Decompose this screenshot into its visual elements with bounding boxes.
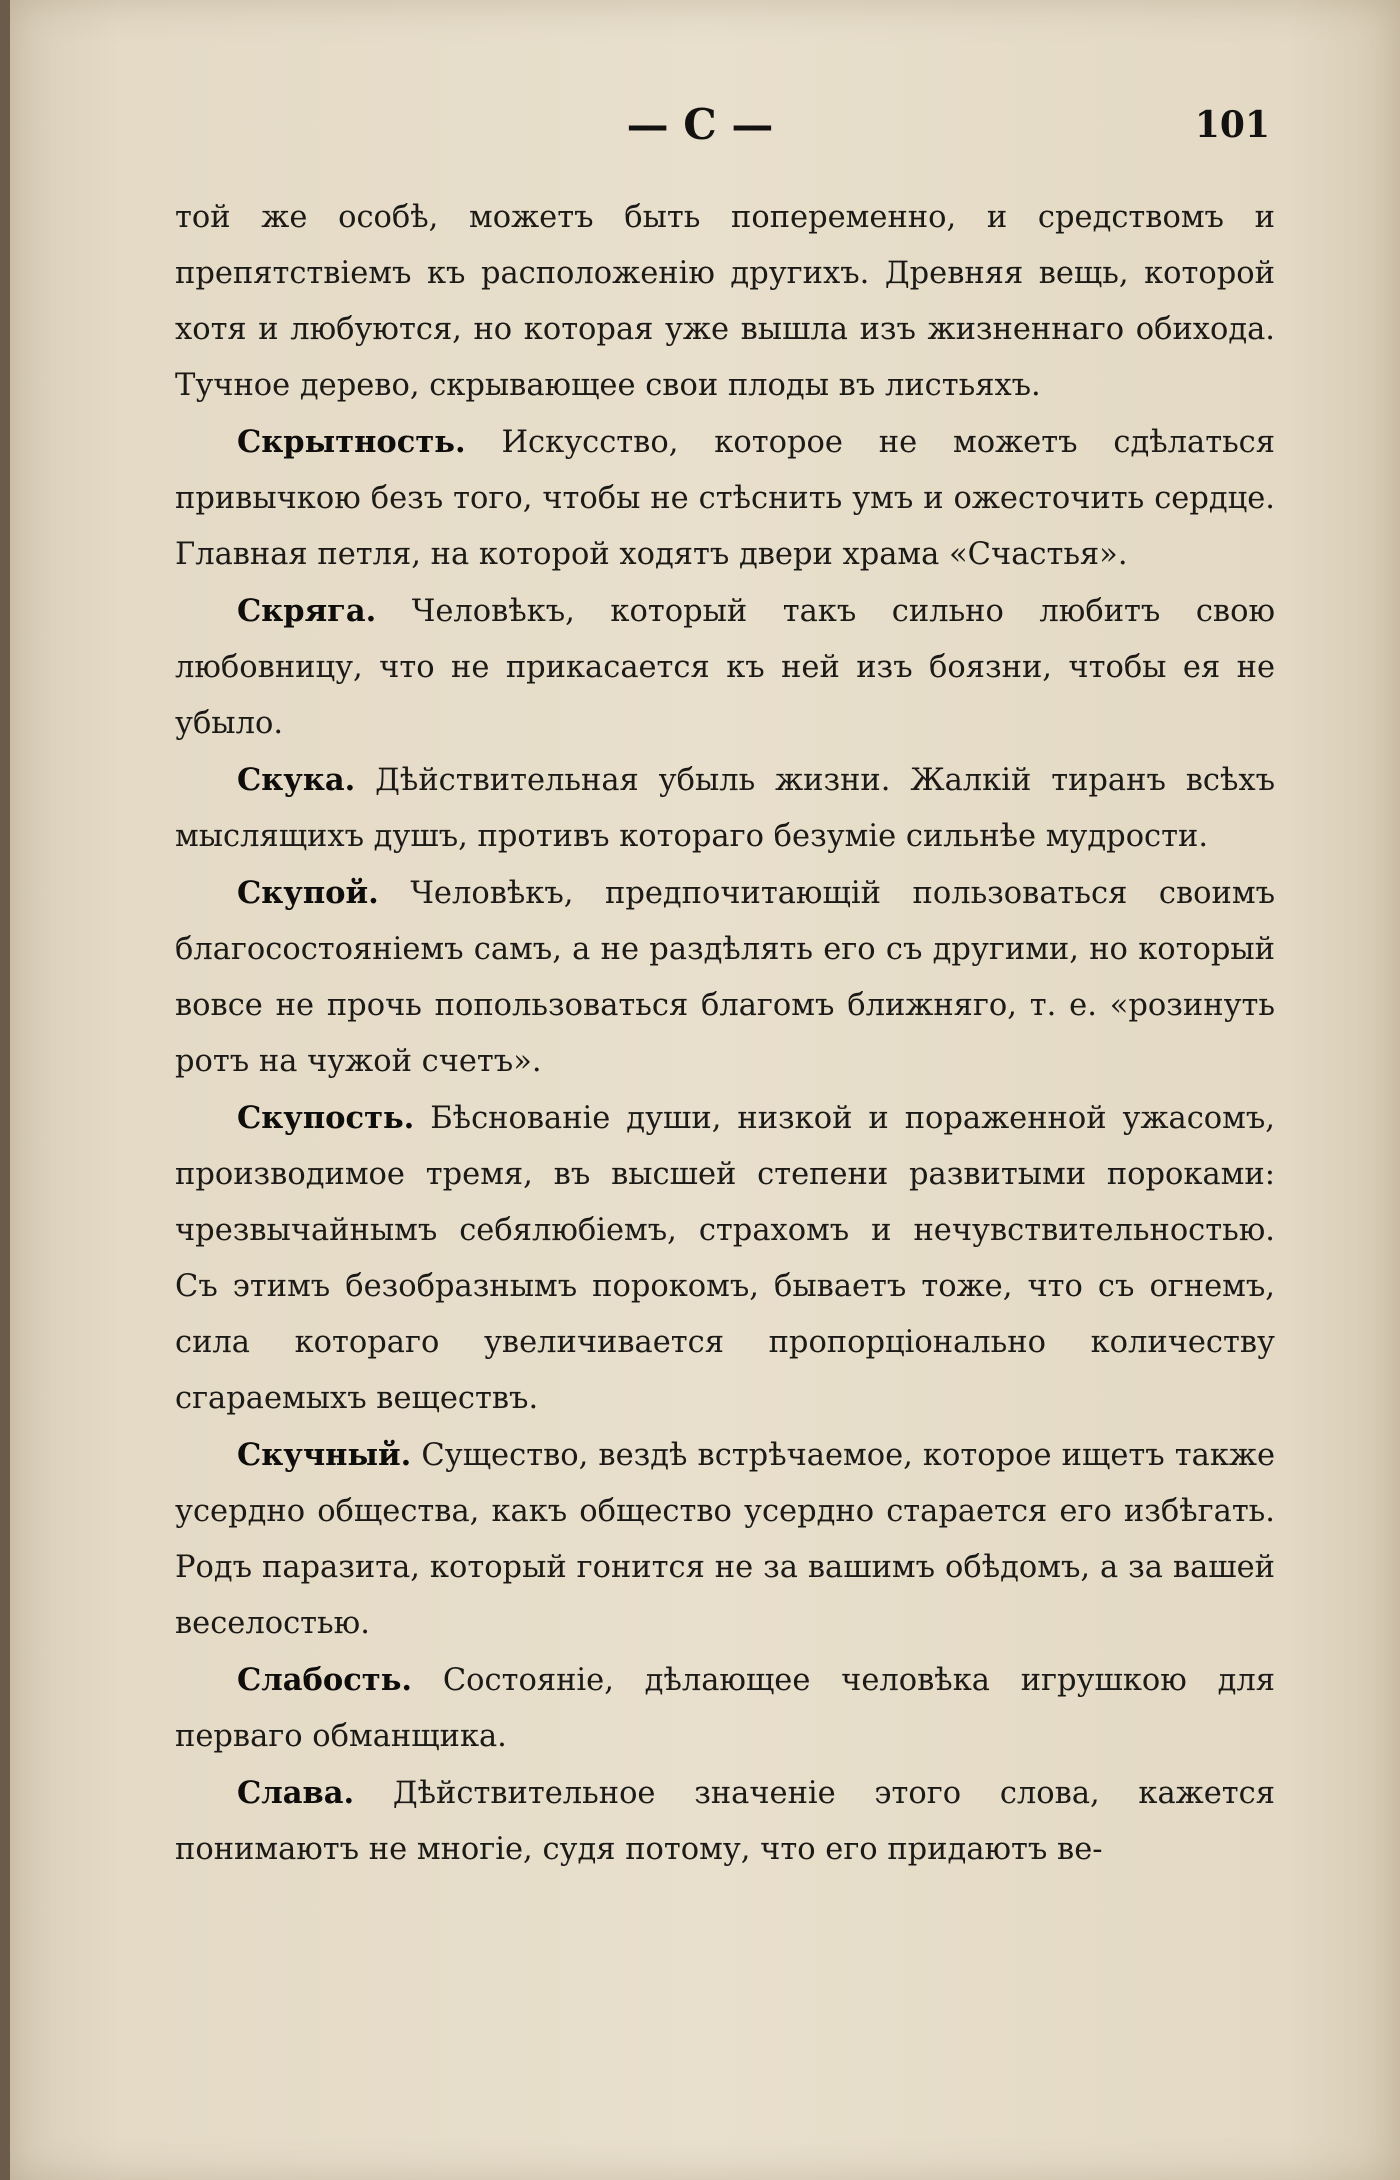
entry-skuka bbox=[175, 752, 1275, 865]
continuation-paragraph: той же особѣ, можетъ быть попеременно, и средствомъ и препятствіемъ къ расположенію другихъ. Древняя вещь, которой хотя и любуются, но которая уже вышла изъ жизненнаго обихода. Тучное дерево, скрывающее свои плоды въ листьяхъ. bbox=[175, 200, 1275, 403]
entry-skupost bbox=[175, 1090, 1275, 1427]
entry-term: Скрытность. bbox=[237, 424, 466, 460]
entry-term: Скучный. bbox=[237, 1437, 412, 1473]
entry-slava bbox=[175, 1765, 1275, 1878]
entry-term: Скупость. bbox=[237, 1100, 415, 1136]
entry-skrytnost bbox=[175, 414, 1275, 583]
entry-definition: Существо, вездѣ встрѣчаемое, которое ищетъ также усердно общества, какъ общество усердно старается его избѣгать. Родъ паразита, который гонится не за вашимъ обѣдомъ, а за вашей веселостью. bbox=[175, 1438, 1276, 1641]
entry-skuchny bbox=[175, 1427, 1275, 1652]
page-body bbox=[175, 190, 1275, 1878]
entry-definition: Бѣснованіе души, низкой и пораженной ужасомъ, производимое тремя, въ высшей степени развитыми пороками: чрезвычайнымъ себялюбіемъ, страхомъ и нечувствительностью. Съ этимъ безобразнымъ порокомъ, бываетъ тоже, что съ огнемъ, сила котораго увеличивается пропорціонально количеству сгараемыхъ веществъ. bbox=[175, 1101, 1275, 1416]
entry-definition: Человѣкъ, предпочитающій пользоваться своимъ благосостояніемъ самъ, а не раздѣлять его съ другими, но который вовсе не прочь попользоваться благомъ ближняго, т. е. «розинуть ротъ на чужой счетъ». bbox=[175, 876, 1275, 1079]
entry-term: Слава. bbox=[237, 1775, 355, 1811]
entry-slabost bbox=[175, 1652, 1275, 1765]
entry-definition: Состояніе, дѣлающее человѣка игрушкою для перваго обманщика. bbox=[175, 1663, 1275, 1754]
entry-term: Слабость. bbox=[237, 1662, 413, 1698]
entry-definition: Искусство, которое не можетъ сдѣлаться привычкою безъ того, чтобы не стѣснить умъ и ожесточить сердце. Главная петля, на которой ходятъ двери храма «Счастья». bbox=[175, 425, 1275, 572]
running-letter: — С — bbox=[626, 100, 774, 149]
book-page bbox=[10, 0, 1400, 2180]
entry-skupoy bbox=[175, 865, 1275, 1090]
page-header bbox=[10, 100, 1400, 160]
entry-definition: Человѣкъ, который такъ сильно любитъ свою любовницу, что не прикасается къ ней изъ боязни, чтобы ея не убыло. bbox=[175, 594, 1275, 741]
entry-term: Скряга. bbox=[237, 593, 377, 629]
entry-term: Скука. bbox=[237, 762, 356, 798]
entry-term: Скупой. bbox=[237, 875, 379, 911]
entry-definition: Дѣйствительное значеніе этого слова, кажется понимаютъ не многіе, судя потому, что его придаютъ ве- bbox=[175, 1776, 1275, 1867]
entry-skryaga bbox=[175, 583, 1275, 752]
page-number: 101 bbox=[1194, 104, 1270, 146]
entry-definition: Дѣйствительная убыль жизни. Жалкій тиранъ всѣхъ мыслящихъ душъ, противъ котораго безуміе сильнѣе мудрости. bbox=[175, 763, 1275, 854]
